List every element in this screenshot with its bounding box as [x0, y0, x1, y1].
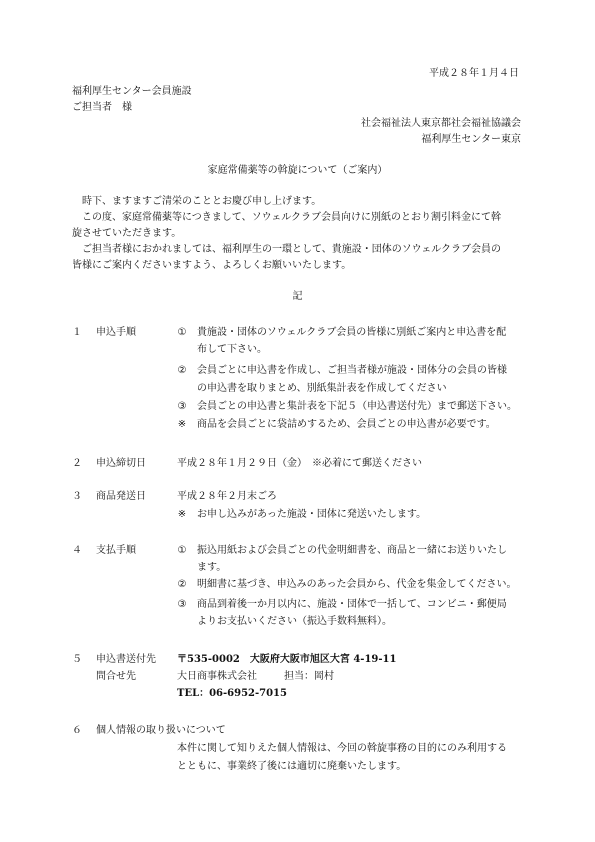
postal-address: 〒535-0002 大阪府大阪市旭区大宮 4-19-11	[177, 654, 397, 665]
list-marker: ②	[177, 579, 187, 590]
list-item-text: よりお支払いください（振込手数料無料）。	[197, 616, 392, 627]
list-item-text: 明細書に基づき、申込みのあった会員から、代金を集金してください。	[197, 579, 517, 590]
list-item-text: 商品を会員ごとに袋詰めするため、会員ごとの申込書が必要です。	[197, 419, 496, 430]
telephone-number: TEL：06-6952-7015	[177, 688, 287, 699]
sender-org: 社会福祉法人東京都社会福祉協議会	[361, 118, 521, 129]
privacy-text: とともに、事業終了後には適切に廃棄いたします。	[177, 761, 407, 772]
note-marker: ※	[177, 509, 187, 520]
list-item-text: 貴施設・団体のソウェルクラブ会員の皆様に別紙ご案内と申込書を配	[197, 327, 507, 338]
section-number: ２	[72, 458, 82, 469]
section-title: 申込締切日	[96, 458, 146, 469]
intro-line: 皆様にご案内くださいますよう、よろしくお願いいたします。	[72, 260, 352, 271]
deadline-text: 平成２８年１月２９日（金） ※必着にて郵送ください	[177, 458, 422, 469]
intro-line: ご担当者様におかれましては、福利厚生の一環として、貴施設・団体のソウェルクラブ会員の	[82, 244, 501, 255]
section-number: ４	[72, 545, 82, 556]
intro-line: 旋させていただきます。	[72, 228, 182, 239]
privacy-text: 本件に関して知りえた個人情報は、今回の斡旋事務の目的にのみ利用する	[177, 743, 507, 754]
list-marker: ①	[177, 327, 187, 338]
section-title: 申込手順	[96, 327, 136, 338]
list-item-text: 振込用紙および会員ごとの代金明細書を、商品と一緒にお送りいたし	[197, 545, 507, 556]
list-item-text: 会員ごとに申込書を作成し、ご担当者様が施設・団体分の会員の皆様	[197, 365, 507, 376]
list-marker: ③	[177, 401, 187, 412]
contact-person: 担当：岡村	[284, 671, 334, 682]
section-subtitle: 問合せ先	[96, 671, 136, 682]
shipping-date-text: 平成２８年２月末ごろ	[177, 491, 277, 502]
section-number: ５	[72, 654, 82, 665]
list-marker: ※	[177, 419, 187, 430]
section-title: 個人情報の取り扱いについて	[96, 725, 226, 736]
section-number: ６	[72, 725, 82, 736]
shipping-note: お申し込みがあった施設・団体に発送いたします。	[197, 509, 427, 520]
document-title: 家庭常備薬等の斡旋について（ご案内）	[207, 165, 388, 176]
list-item-text: の申込書を取りまとめ、別紙集計表を作成してください	[197, 383, 447, 394]
sender-dept: 福利厚生センター東京	[421, 134, 521, 145]
intro-line: 時下、ますますご清栄のこととお慶び申し上げます。	[82, 196, 322, 207]
list-item-text: ます。	[197, 562, 227, 573]
company-name: 大日商事株式会社	[177, 671, 257, 682]
list-marker: ②	[177, 365, 187, 376]
section-title: 支払手順	[96, 545, 136, 556]
list-item-text: 会員ごとの申込書と集計表を下記５（申込書送付先）まで郵送下さい。	[197, 401, 517, 412]
section-title: 商品発送日	[96, 491, 146, 502]
section-number: ３	[72, 491, 82, 502]
recipient-org: 福利厚生センター会員施設	[72, 86, 192, 97]
issue-date: 平成２８年１月４日	[429, 68, 519, 79]
recipient-person: ご担当者 様	[72, 102, 132, 113]
list-item-text: 布して下さい。	[197, 344, 267, 355]
section-title: 申込書送付先	[96, 654, 156, 665]
intro-line: この度、家庭常備薬等につきまして、ソウェルクラブ会員向けに別紙のとおり割引料金にて斡	[82, 212, 501, 223]
ki-heading: 記	[292, 291, 303, 302]
section-number: １	[72, 327, 82, 338]
list-marker: ①	[177, 545, 187, 556]
list-marker: ③	[177, 599, 187, 610]
list-item-text: 商品到着後一か月以内に、施設・団体で一括して、コンビニ・郵便局	[197, 599, 507, 610]
